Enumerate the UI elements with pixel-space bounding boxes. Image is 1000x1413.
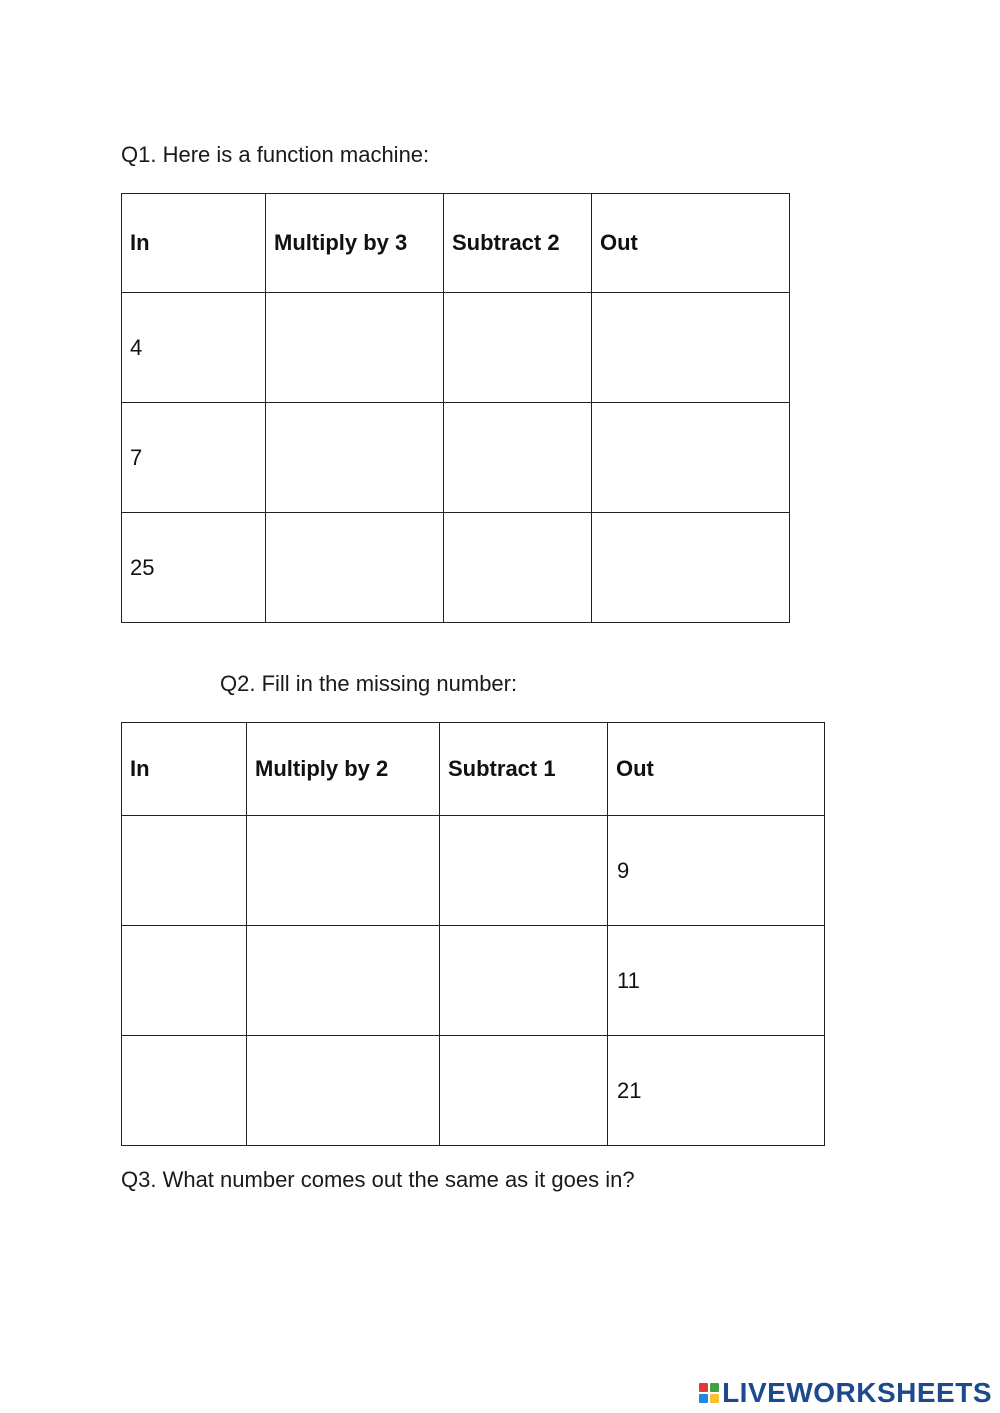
answer-cell[interactable] bbox=[247, 816, 440, 926]
answer-cell[interactable] bbox=[122, 816, 247, 926]
answer-input[interactable] bbox=[448, 967, 603, 995]
answer-cell[interactable] bbox=[122, 1036, 247, 1146]
answer-input[interactable] bbox=[274, 444, 439, 472]
header-multiply: Multiply by 3 bbox=[266, 194, 444, 293]
table-row bbox=[122, 293, 790, 403]
answer-cell[interactable] bbox=[444, 513, 592, 623]
q1-prompt: Q1. Here is a function machine: bbox=[121, 142, 430, 167]
answer-input[interactable] bbox=[600, 334, 785, 362]
table-header-row bbox=[122, 194, 790, 293]
answer-input[interactable] bbox=[600, 444, 785, 472]
answer-input[interactable] bbox=[448, 857, 603, 885]
answer-cell[interactable] bbox=[592, 513, 790, 623]
header-subtract: Subtract 2 bbox=[444, 194, 592, 293]
answer-input[interactable] bbox=[130, 967, 242, 995]
table-row bbox=[122, 816, 825, 926]
q3-prompt: Q3. What number comes out the same as it goes in? bbox=[121, 1167, 635, 1192]
answer-input[interactable] bbox=[452, 554, 587, 582]
liveworksheets-logo bbox=[699, 1377, 992, 1409]
answer-cell[interactable] bbox=[266, 403, 444, 513]
header-out: Out bbox=[608, 723, 825, 816]
answer-input[interactable] bbox=[255, 857, 435, 885]
table-row bbox=[122, 1036, 825, 1146]
answer-input[interactable] bbox=[448, 1077, 603, 1105]
answer-cell[interactable] bbox=[266, 513, 444, 623]
table-row bbox=[122, 513, 790, 623]
logo-square bbox=[710, 1383, 719, 1392]
table-header-row bbox=[122, 723, 825, 816]
header-subtract: Subtract 1 bbox=[440, 723, 608, 816]
logo-square bbox=[699, 1394, 708, 1403]
answer-input[interactable] bbox=[600, 554, 785, 582]
logo-mark-icon bbox=[699, 1383, 719, 1403]
q2-function-table bbox=[121, 722, 825, 1146]
answer-cell[interactable] bbox=[592, 403, 790, 513]
answer-input[interactable] bbox=[130, 1077, 242, 1105]
answer-cell[interactable] bbox=[266, 293, 444, 403]
answer-input[interactable] bbox=[274, 334, 439, 362]
answer-input[interactable] bbox=[130, 857, 242, 885]
answer-cell[interactable] bbox=[247, 926, 440, 1036]
logo-text: LIVEWORKSHEETS bbox=[722, 1377, 992, 1408]
header-in: In bbox=[122, 194, 266, 293]
answer-cell[interactable] bbox=[440, 926, 608, 1036]
in-value: 7 bbox=[122, 403, 266, 513]
answer-cell[interactable] bbox=[444, 403, 592, 513]
answer-input[interactable] bbox=[255, 967, 435, 995]
table-row bbox=[122, 403, 790, 513]
out-value: 21 bbox=[608, 1036, 825, 1146]
q2-prompt: Q2. Fill in the missing number: bbox=[220, 671, 518, 696]
answer-input[interactable] bbox=[452, 444, 587, 472]
answer-cell[interactable] bbox=[444, 293, 592, 403]
in-value: 4 bbox=[122, 293, 266, 403]
out-value: 11 bbox=[608, 926, 825, 1036]
header-in: In bbox=[122, 723, 247, 816]
logo-square bbox=[699, 1383, 708, 1392]
answer-input[interactable] bbox=[274, 554, 439, 582]
logo-square bbox=[710, 1394, 719, 1403]
answer-input[interactable] bbox=[255, 1077, 435, 1105]
answer-input[interactable] bbox=[452, 334, 587, 362]
q1-function-table bbox=[121, 193, 790, 623]
answer-cell[interactable] bbox=[440, 816, 608, 926]
out-value: 9 bbox=[608, 816, 825, 926]
answer-cell[interactable] bbox=[440, 1036, 608, 1146]
header-out: Out bbox=[592, 194, 790, 293]
header-multiply: Multiply by 2 bbox=[247, 723, 440, 816]
table-row bbox=[122, 926, 825, 1036]
in-value: 25 bbox=[122, 513, 266, 623]
answer-cell[interactable] bbox=[122, 926, 247, 1036]
answer-cell[interactable] bbox=[247, 1036, 440, 1146]
answer-cell[interactable] bbox=[592, 293, 790, 403]
